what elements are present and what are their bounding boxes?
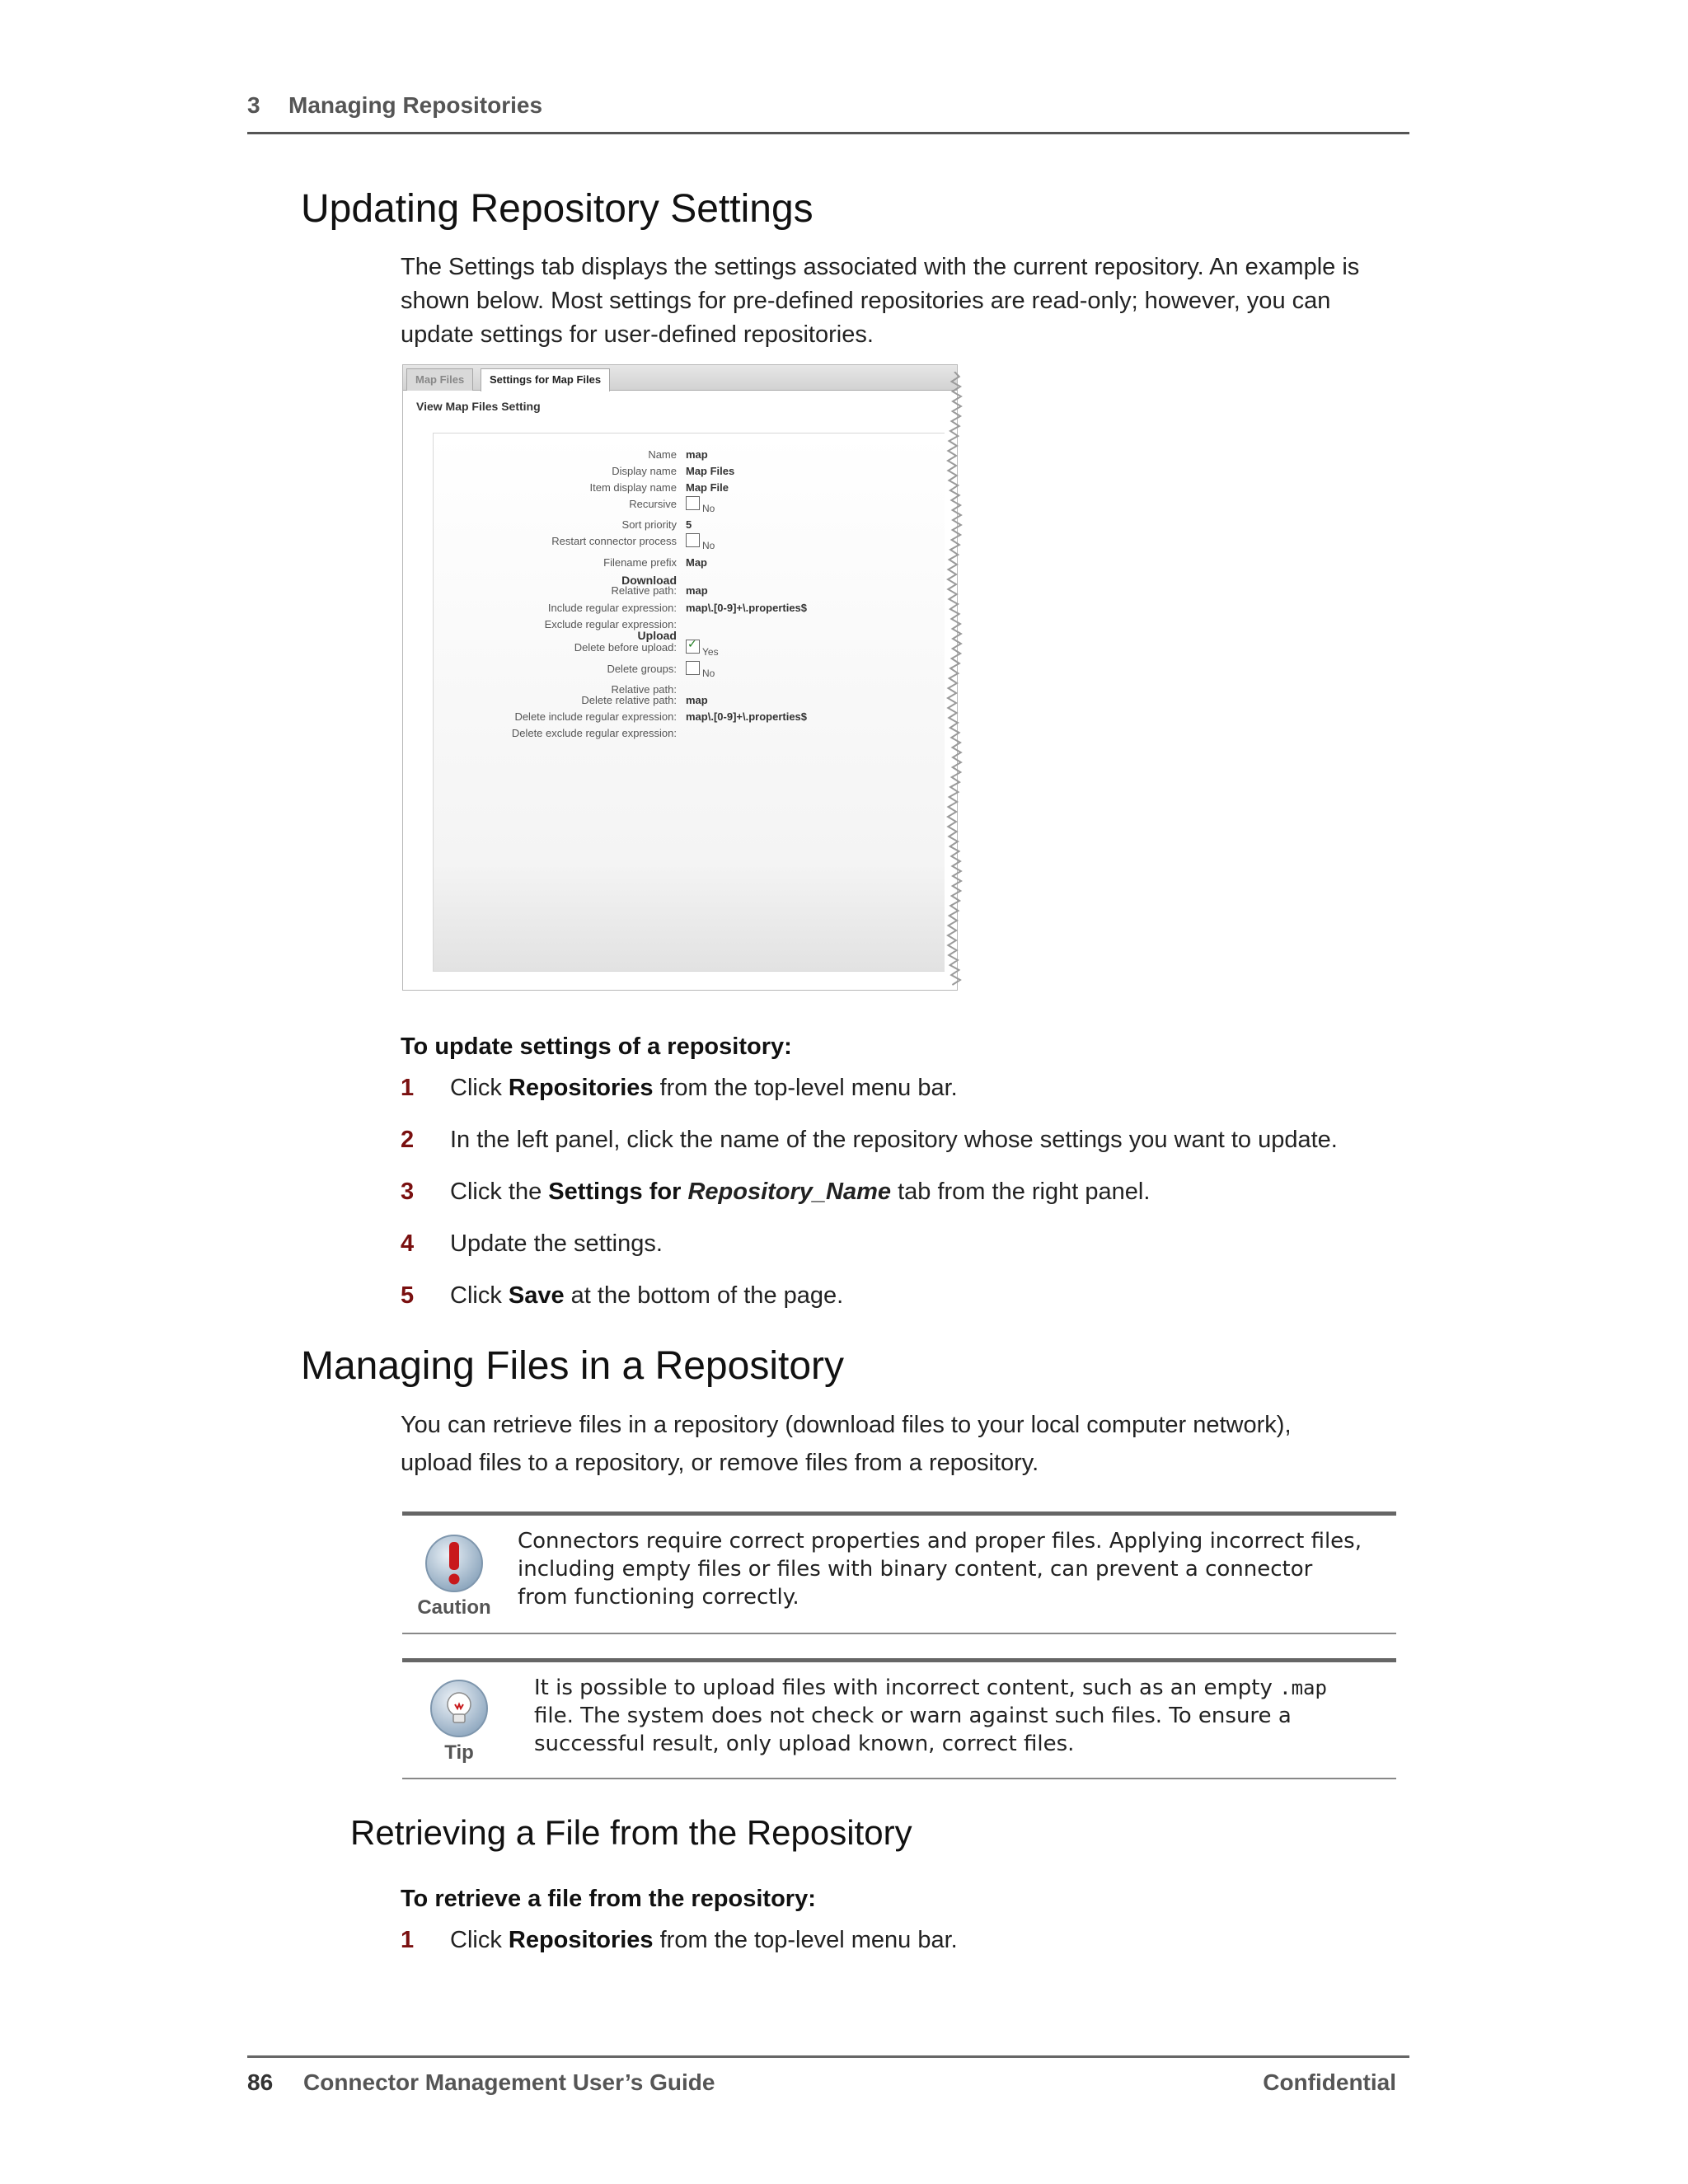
settings-label: Relative path: [611,584,677,597]
caution-line: from functioning correctly. [518,1585,799,1610]
intro-line: update settings for user-defined repositories. [401,321,874,348]
settings-group-heading: Upload [637,629,677,642]
step-text [450,1227,663,1260]
caution-line: including empty files or files with binary content, can prevent a connector [518,1557,1313,1582]
settings-value: map [686,448,708,461]
section1-intro [401,251,1398,352]
lightbulb-icon [428,1677,490,1740]
torn-edge-decoration [945,372,964,988]
section-title-managing-files: Managing Files in a Repository [301,1344,844,1388]
subsection-title-retrieving: Retrieving a File from the Repository [350,1813,912,1852]
settings-row [434,556,945,573]
settings-row [434,518,945,535]
step-bold-text: Repositories [508,1075,654,1101]
step-bold-text: Settings for [548,1179,688,1205]
step-pre-text: In the left panel, click the name of the repository whose settings you want to update. [450,1127,1338,1153]
tip-line [534,1674,1327,1702]
tip-line: successful result, only upload known, correct files. [534,1732,1075,1756]
step-post-text: from the top-level menu bar. [653,1075,958,1101]
confidentiality-label: Confidential [1263,2069,1396,2095]
settings-checkbox-label: No [702,540,715,551]
tab-settings-for-map-files: Settings for Map Files [481,368,610,391]
settings-checkbox [686,640,700,654]
tab-map-files: Map Files [406,368,473,391]
settings-group-heading: Download [621,574,677,587]
step-pre-text: Click [450,1075,509,1101]
settings-row [434,694,945,710]
step-pre-text: Update the settings. [450,1230,663,1257]
step-number: 3 [401,1179,415,1205]
step-bold-text: Save [508,1282,565,1309]
page-number: 86 [247,2069,274,2095]
step-bold-text: Repositories [508,1927,654,1953]
settings-row [434,727,945,743]
settings-label: Recursive [629,498,677,510]
caution-icon [423,1532,485,1595]
settings-row [434,465,945,481]
tip-line-1-text: It is possible to upload files with incorrect content, such as an empty [534,1675,1280,1700]
settings-label: Name [648,448,677,461]
tip-text [534,1674,1327,1758]
book-title: Connector Management User’s Guide [303,2069,715,2095]
step-post-text: tab from the right panel. [891,1179,1151,1205]
step-text [450,1123,1338,1156]
step-number: 4 [401,1230,415,1257]
caution-line: Connectors require correct properties and proper files. Applying incorrect files, [518,1529,1362,1554]
settings-value: 5 [686,518,692,531]
step-italic-text: Repository_Name [687,1179,892,1205]
step-pre-text: Click the [450,1179,549,1205]
figure-panel-title: View Map Files Setting [416,400,541,413]
settings-value: map [686,694,708,706]
step-post-text: from the top-level menu bar. [653,1927,958,1953]
procedure-heading-update: To update settings of a repository: [401,1033,792,1060]
settings-value: Map File [686,481,729,494]
page-header [247,92,1409,134]
intro-line: upload files to a repository, or remove files from a repository. [401,1450,1039,1476]
settings-checkbox-label: Yes [702,646,719,658]
step-pre-text: Click [450,1927,509,1953]
tip-note [402,1658,1396,1779]
settings-value: Map Files [686,465,735,477]
settings-value: Map [686,556,707,569]
step-number: 5 [401,1282,415,1309]
settings-label: Sort priority [621,518,677,531]
step-number: 1 [401,1927,415,1953]
settings-row [434,602,945,618]
settings-label: Item display name [589,481,677,494]
step-pre-text: Click [450,1282,509,1309]
settings-value: map\.[0-9]+\.properties$ [686,710,808,723]
intro-line: The Settings tab displays the settings associated with the current repository. An example is [401,254,1360,280]
chapter-title: Managing Repositories [288,92,543,118]
settings-screenshot-figure [402,364,958,991]
settings-value: map [686,584,708,597]
figure-tab-bar [403,365,957,391]
settings-checkbox [686,661,700,675]
step-number: 2 [401,1127,415,1153]
settings-label: Delete relative path: [581,694,677,706]
page-footer [247,2055,1409,2099]
settings-row [434,481,945,498]
caution-note [402,1511,1396,1634]
settings-checkbox [686,496,700,510]
settings-row [434,498,945,514]
settings-checkbox [686,533,700,547]
settings-checkbox-label: No [702,668,715,679]
settings-row [434,584,945,601]
tip-line: file. The system does not check or warn against such files. To ensure a [534,1704,1292,1728]
tip-icon-block [422,1677,496,1765]
settings-row [434,535,945,551]
caution-text [518,1527,1362,1611]
settings-value: map\.[0-9]+\.properties$ [686,602,808,614]
tip-code-map-extension: .map [1279,1676,1327,1699]
step-text [450,1279,843,1312]
settings-label: Exclude regular expression: [544,618,677,630]
step-post-text: at the bottom of the page. [564,1282,844,1309]
settings-label: Include regular expression: [547,602,677,614]
step-text [450,1071,958,1104]
settings-row [434,710,945,727]
settings-label: Delete exclude regular expression: [511,727,677,739]
settings-label: Delete before upload: [574,641,677,654]
settings-checkbox-label: No [702,503,715,514]
settings-row [434,641,945,658]
settings-row [434,663,945,679]
step-text [450,1924,958,1957]
intro-line: You can retrieve files in a repository (download files to your local computer network), [401,1412,1292,1438]
settings-row [434,448,945,465]
settings-form-panel [433,433,945,972]
procedure-heading-retrieve: To retrieve a file from the repository: [401,1886,816,1912]
section2-intro [401,1406,1398,1482]
step-text [450,1175,1150,1208]
chapter-number: 3 [247,92,260,118]
settings-label: Relative path: [611,683,677,696]
settings-label: Delete groups: [607,663,677,675]
intro-line: shown below. Most settings for pre-defined repositories are read-only; however, you can [401,288,1331,314]
settings-label: Filename prefix [603,556,677,569]
caution-label: Caution [417,1596,491,1619]
settings-label: Restart connector process [551,535,677,547]
tip-label: Tip [444,1741,474,1764]
settings-label: Display name [612,465,677,477]
step-number: 1 [401,1075,415,1101]
section-title-updating-settings: Updating Repository Settings [301,187,814,231]
caution-icon-block [417,1532,491,1619]
settings-label: Delete include regular expression: [514,710,677,723]
